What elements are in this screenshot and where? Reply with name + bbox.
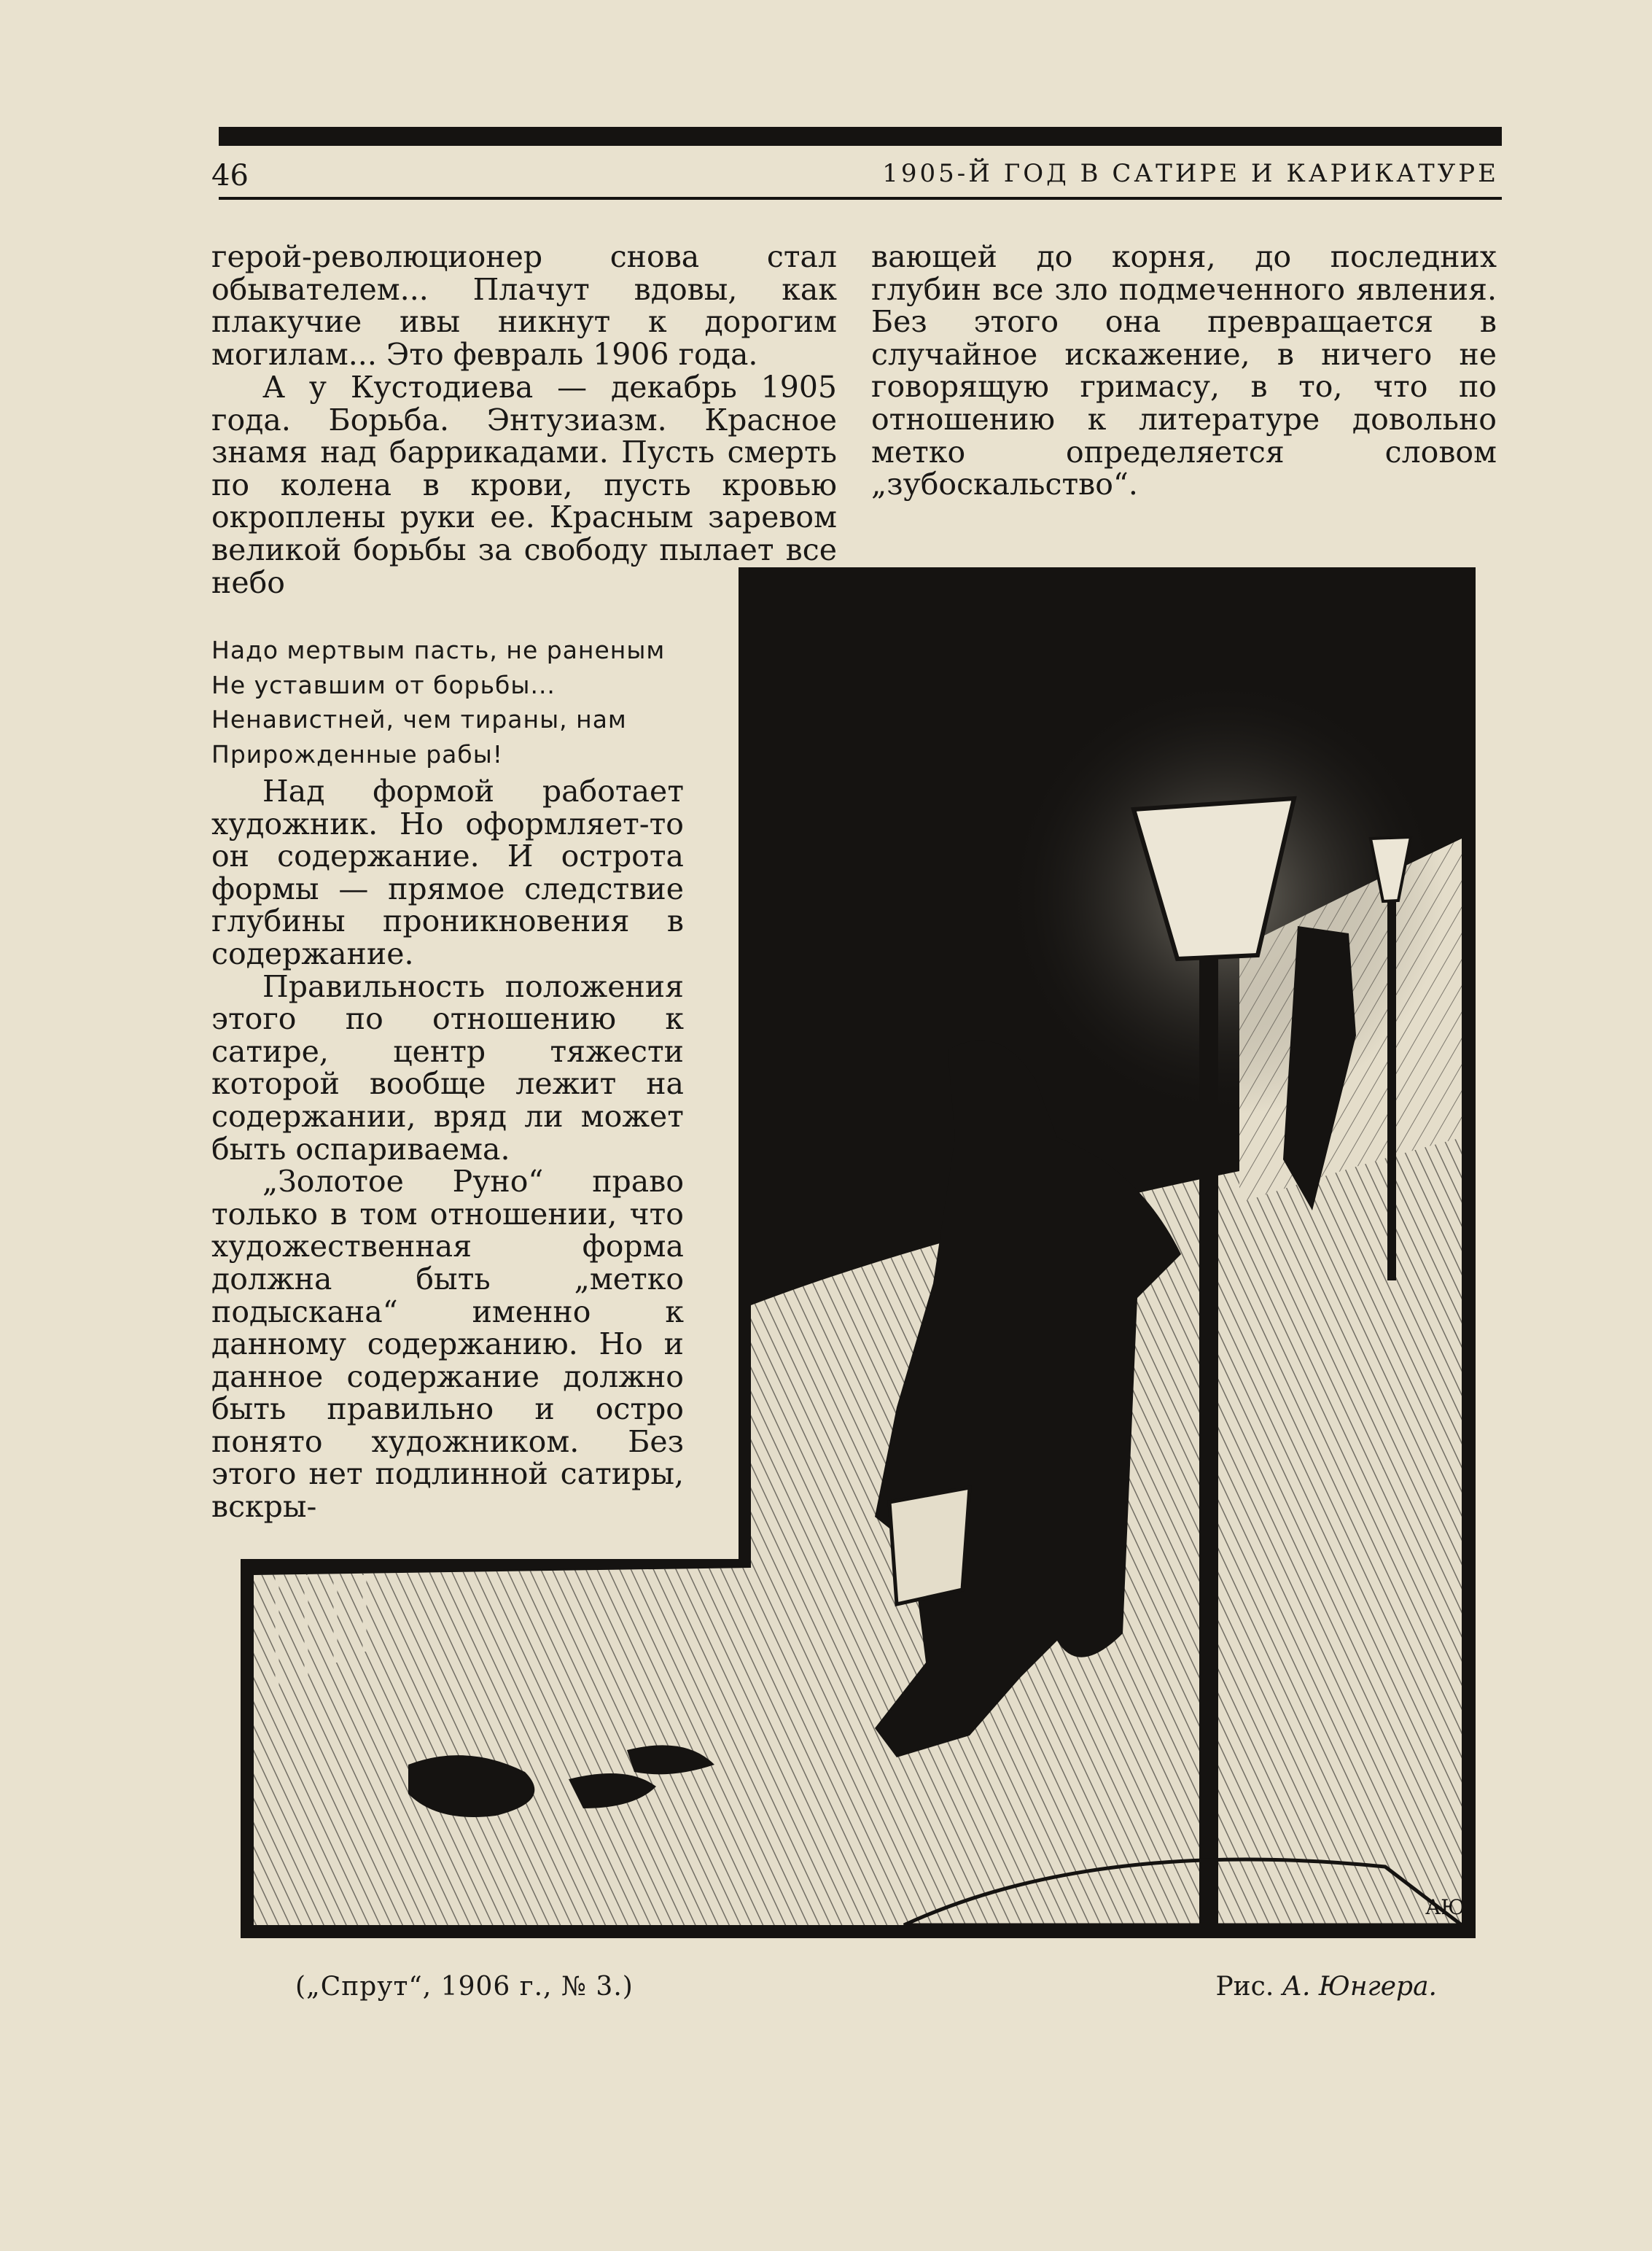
distant-lamp-post	[1387, 901, 1396, 1280]
running-title: 1905-Й ГОД В САТИРЕ И КАРИКАТУРЕ	[882, 159, 1499, 188]
streetlamp-post	[1199, 959, 1218, 1929]
verse-line: Надо мертвым пасть, не раненым	[211, 636, 666, 664]
paragraph: герой-революционер снова стал обывателем... Плачут вдовы, как плакучие ивы никнут к дорогим могилам... Это февраль 1906 года.	[211, 239, 837, 372]
paragraph: Правильность положения этого по отношению к сатире, центр тяжести которой вообще лежит на содержании, вряд ли может быть оспариваема.	[211, 968, 684, 1167]
page-number: 46	[211, 159, 249, 193]
paragraph: Над формой работает художник. Но оформляет-то он содержание. И острота формы — прямое следствие глубины проникновения в содержание.	[211, 774, 684, 971]
verse-line: Прирожденные рабы!	[211, 739, 503, 769]
paragraph: вающей до корня, до последних глубин все зло подмеченного явления. Без этого она превращается в случайное искажение, в ничего не говорящую гримасу, в то, что по отношению к литературе довольно метко определяется словом „зубоскальство“.	[871, 239, 1497, 502]
credit-author: А. Юнгера.	[1282, 1972, 1437, 2002]
verse-line: Не уставшим от борьбы...	[211, 670, 556, 699]
credit-prefix: Рис.	[1215, 1972, 1274, 2002]
artist-signature: АЮ	[1425, 1895, 1465, 1919]
caption-credit	[1215, 1972, 1437, 2002]
paragraph: А у Кустодиева — декабрь 1905 года. Борьба. Энтузиазм. Красное знамя над баррикадами. Пусть смерть по колена в крови, пусть кровью окроплены руки ее. Красным заревом великой борьбы за свободу пылает все небо	[211, 370, 837, 600]
verse-line: Ненавистней, чем тираны, нам	[211, 705, 627, 734]
paragraph: „Золотое Руно“ право только в том отношении, что художественная форма должна быть „метко подыскана“ именно к данному содержанию. Но и данное содержание должно быть правильно и остро понято художником. Без этого нет подлинной сатиры, вскры-	[211, 1164, 684, 1525]
caption-source: („Спрут“, 1906 г., № 3.)	[295, 1972, 634, 2002]
briefcase	[889, 1488, 970, 1604]
